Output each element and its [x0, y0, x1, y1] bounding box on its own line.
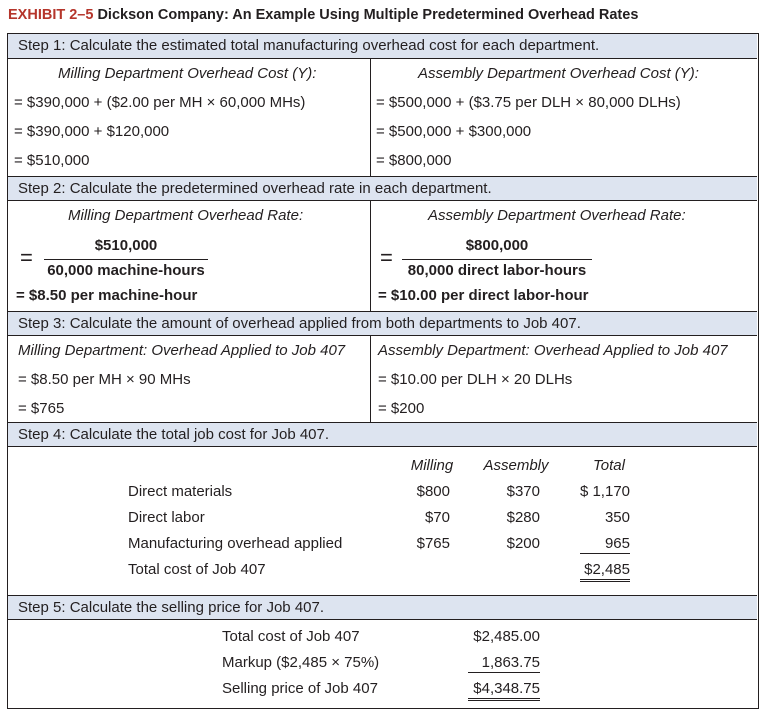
step2-right-equals: = [380, 245, 393, 270]
step2-left-numerator: $510,000 [94, 237, 158, 254]
step2-right-fraction-bar [402, 259, 592, 260]
step5-row3-label: Selling price of Job 407 [222, 680, 378, 697]
step4-row1-label: Direct materials [128, 483, 233, 500]
step4-row2-label: Direct labor [128, 509, 205, 526]
step1-right-line1: = $500,000 + ($3.75 per DLH × 80,000 DLHs) [376, 94, 681, 111]
step2-right-denominator: 80,000 direct labor-hours [407, 262, 587, 279]
step3-left-line2: = $765 [18, 400, 65, 417]
step3-divider [370, 336, 371, 422]
step1-heading: Step 1: Calculate the estimated total manufacturing overhead cost for each department. [8, 34, 757, 59]
step1-left-line1: = $390,000 + ($2.00 per MH × 60,000 MHs) [14, 94, 306, 111]
step4-row1-milling: $800 [416, 483, 450, 500]
step2-right-result: = $10.00 per direct labor-hour [378, 287, 589, 304]
step4-row3-total: 965 [580, 535, 630, 554]
step4-row3-assembly: $200 [506, 535, 540, 552]
step3-heading: Step 3: Calculate the amount of overhead applied from both departments to Job 407. [8, 311, 757, 336]
step2-left-title: Milling Department Overhead Rate: [68, 207, 304, 224]
step4-col-total: Total [593, 457, 625, 474]
step3-right-title: Assembly Department: Overhead Applied to Job 407 [378, 342, 728, 359]
step4-row4-total: $2,485 [580, 561, 630, 582]
step1-right-line3: = $800,000 [376, 152, 452, 169]
step5-row2-label: Markup ($2,485 × 75%) [222, 654, 380, 671]
step4-row2-milling: $70 [424, 509, 450, 526]
step2-left-fraction-bar [44, 259, 208, 260]
step2-left-result: = $8.50 per machine-hour [16, 287, 198, 304]
step2-right-title: Assembly Department Overhead Rate: [428, 207, 686, 224]
step4-col-assembly: Assembly [483, 457, 549, 474]
step3-left-title: Milling Department: Overhead Applied to Job 407 [18, 342, 346, 359]
step5-row2-value: 1,863.75 [468, 654, 540, 673]
step4-row3-milling: $765 [416, 535, 450, 552]
step2-right-numerator: $800,000 [465, 237, 529, 254]
exhibit-heading [8, 7, 638, 23]
step4-heading: Step 4: Calculate the total job cost for Job 407. [8, 422, 757, 447]
step3-left-line1: = $8.50 per MH × 90 MHs [18, 371, 191, 388]
step4-row4-label: Total cost of Job 407 [128, 561, 266, 578]
step2-heading: Step 2: Calculate the predetermined overhead rate in each department. [8, 176, 757, 201]
step5-heading: Step 5: Calculate the selling price for Job 407. [8, 595, 757, 620]
step2-divider [370, 201, 371, 311]
exhibit-number: EXHIBIT 2–5 [8, 7, 94, 23]
step1-left-line3: = $510,000 [14, 152, 90, 169]
step1-left-line2: = $390,000 + $120,000 [14, 123, 170, 140]
step1-right-line2: = $500,000 + $300,000 [376, 123, 532, 140]
step1-left-title: Milling Department Overhead Cost (Y): [58, 65, 317, 82]
step2-left-equals: = [20, 245, 33, 270]
step4-row2-assembly: $280 [506, 509, 540, 526]
step1-right-title: Assembly Department Overhead Cost (Y): [418, 65, 699, 82]
step4-row1-assembly: $370 [506, 483, 540, 500]
step5-row1-label: Total cost of Job 407 [222, 628, 360, 645]
step5-row3-value: $4,348.75 [468, 680, 540, 701]
exhibit-title: Dickson Company: An Example Using Multiple Predetermined Overhead Rates [97, 7, 639, 23]
step4-row3-label: Manufacturing overhead applied [128, 535, 343, 552]
exhibit-table [7, 33, 759, 709]
step3-right-line1: = $10.00 per DLH × 20 DLHs [378, 371, 573, 388]
step4-col-milling: Milling [410, 457, 454, 474]
step4-row2-total: 350 [604, 509, 630, 526]
step4-row1-total: $ 1,170 [579, 483, 630, 500]
step2-left-denominator: 60,000 machine-hours [47, 262, 205, 279]
step3-right-line2: = $200 [378, 400, 425, 417]
step5-row1-value: $2,485.00 [473, 628, 540, 645]
